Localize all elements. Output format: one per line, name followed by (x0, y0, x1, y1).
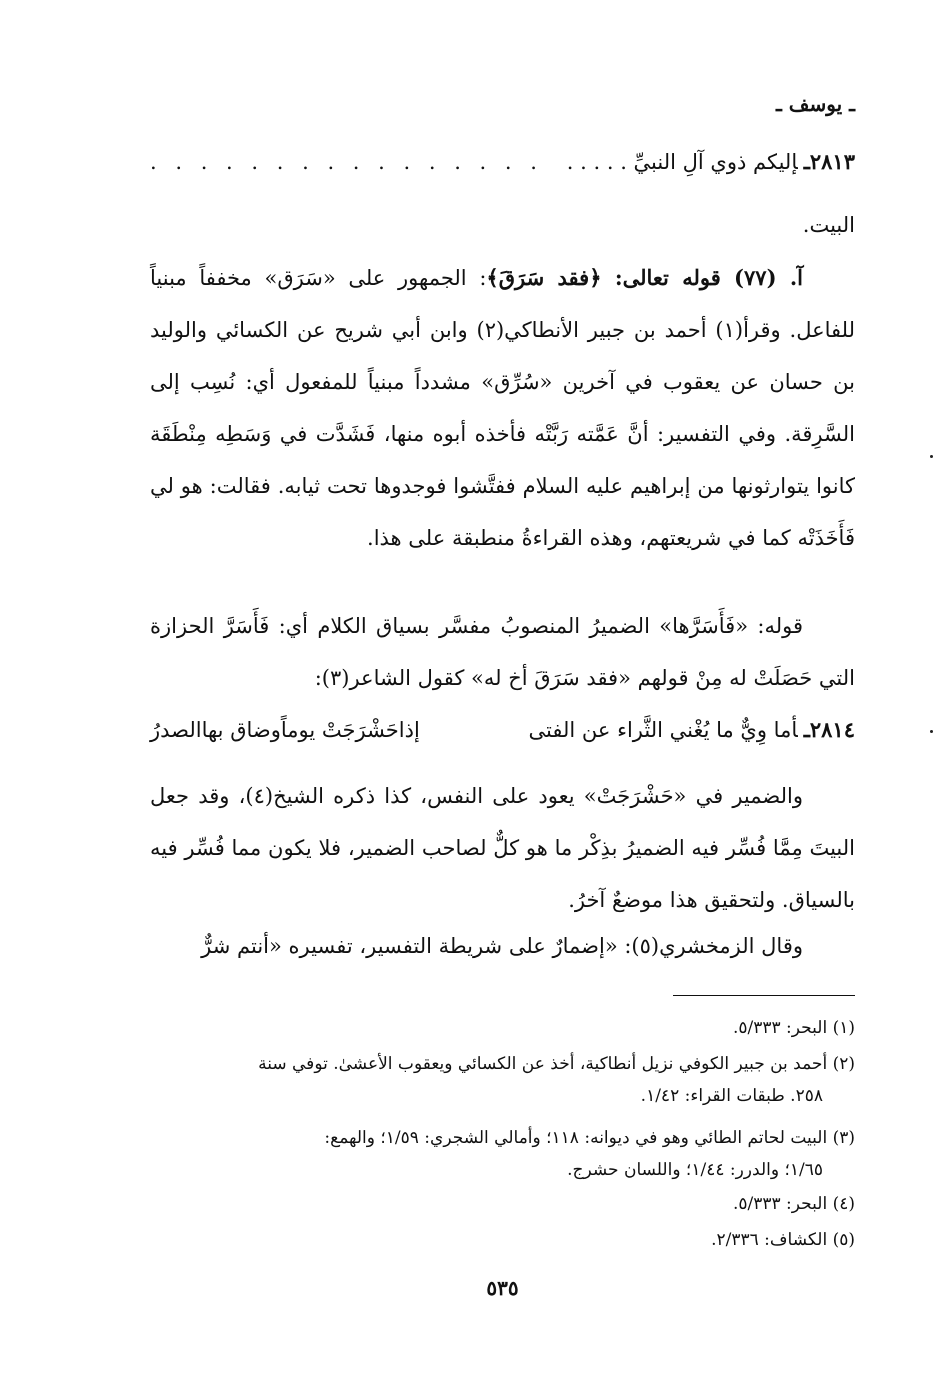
footnote-separator (673, 995, 855, 996)
verse-dots: . . . . . . . . . . . . . . . . (150, 150, 543, 174)
scan-speck (930, 455, 933, 458)
paragraph-3-text: والضمير في «حَشْرَجَتْ» يعود على النفس، كذا ذكره الشيخ(٤)، وقد جعل البيتَ مِمَّا فُسِّر فيه الضميرُ بذِكْر ما هو كلٌّ لصاحب الضمير، فلا يكون مما فُسِّر فيه بالسياق. ولتحقيق هذا موضعٌ آخرُ. (150, 784, 855, 912)
footnote-4: (٤) البحر: ٥/٣٣٣. (732, 1194, 855, 1214)
paragraph-2-text: قوله: «فَأَسَرَّها» الضميرُ المنصوبُ مفسَّر بسياق الكلام أي: فَأَسَرَّ الحزازة التي حَصَلَتْ له مِنْ قولهم «فقد سَرَقَ أخ له» كقول الشاعر(٣): (150, 614, 855, 690)
paragraph-1 (150, 252, 855, 564)
paragraph-3 (150, 770, 855, 926)
footnote-5: (٥) الكشاف: ٢/٣٣٦. (711, 1230, 855, 1250)
paragraph-4-text: وقال الزمخشري(٥): «إضمارٌ على شريطة التفسير، تفسيره «أنتم شرٌّ (201, 934, 803, 958)
scan-speck (930, 730, 933, 733)
footnote-3: (٣) البيت لحاتم الطائي وهو في ديوانه: ١١٨؛ وأمالي الشجري: ١/٥٩؛ والهمع: ١/٦٥؛ والدرر: ١/٤٤؛ واللسان حشرج. (324, 1128, 855, 1180)
verse-second-hemistich: إذاحَشْرَجَتْ يوماًوضاق بهاالصدرُ (150, 718, 420, 742)
book-page (150, 80, 855, 1340)
verse-number: ٢٨١٣ـ (803, 149, 855, 174)
paragraph-2 (150, 600, 855, 704)
paragraph-1-lead: آ. (٧٧) قوله تعالى: ﴿فقد سَرَقَ﴾ (486, 265, 803, 290)
verse-2813 (150, 142, 855, 182)
paragraph-1-text: : الجمهور على «سَرَق» مخففاً مبنياً للفاعل. وقرأ(١) أحمد بن جبير الأنطاكي(٢) وابن أبي شريح عن الكسائي والوليد بن حسان عن يعقوب في آخرين «سُرِّق» مشدداً مبنياً للمفعول أي: نُسِب إلى السَّرِقة. وفي التفسير: أنَّ عَمَّته رَبَّتْه فأخذه أبوه منها، فَشَدَّت في وَسَطِه مِنْطَقَة كانوا يتوارثونها من إبراهيم عليه السلام ففتَّشوا فوجدوها تحت ثيابه. فقالت: هو لي فَأَخَذَتْه كما في شريعتهم، وهذه القراءةُ منطبقة على هذا. (150, 266, 856, 550)
page-number: ٥٣٥ (486, 1276, 519, 1300)
verse-first-hemistich: أما وِيٌّ ما يُغْني الثَّراء عن الفتى (528, 718, 798, 742)
verse-text: إليكم ذوي آلِ النبيِّ . . . . . (566, 150, 798, 174)
verse-number: ٢٨١٤ـ (803, 717, 855, 742)
footnote-2: (٢) أحمد بن جبير الكوفي نزيل أنطاكية، أخذ عن الكسائي ويعقوب الأعشىٰ. توفي سنة ٢٥٨. طبقات القراء: ١/٤٢. (258, 1054, 855, 1106)
verse-2813-continuation: البيت. (802, 213, 855, 237)
running-header: ـ يوسف ـ (775, 92, 855, 116)
paragraph-4 (150, 920, 855, 972)
footnote-1: (١) البحر: ٥/٣٣٣. (732, 1018, 855, 1038)
